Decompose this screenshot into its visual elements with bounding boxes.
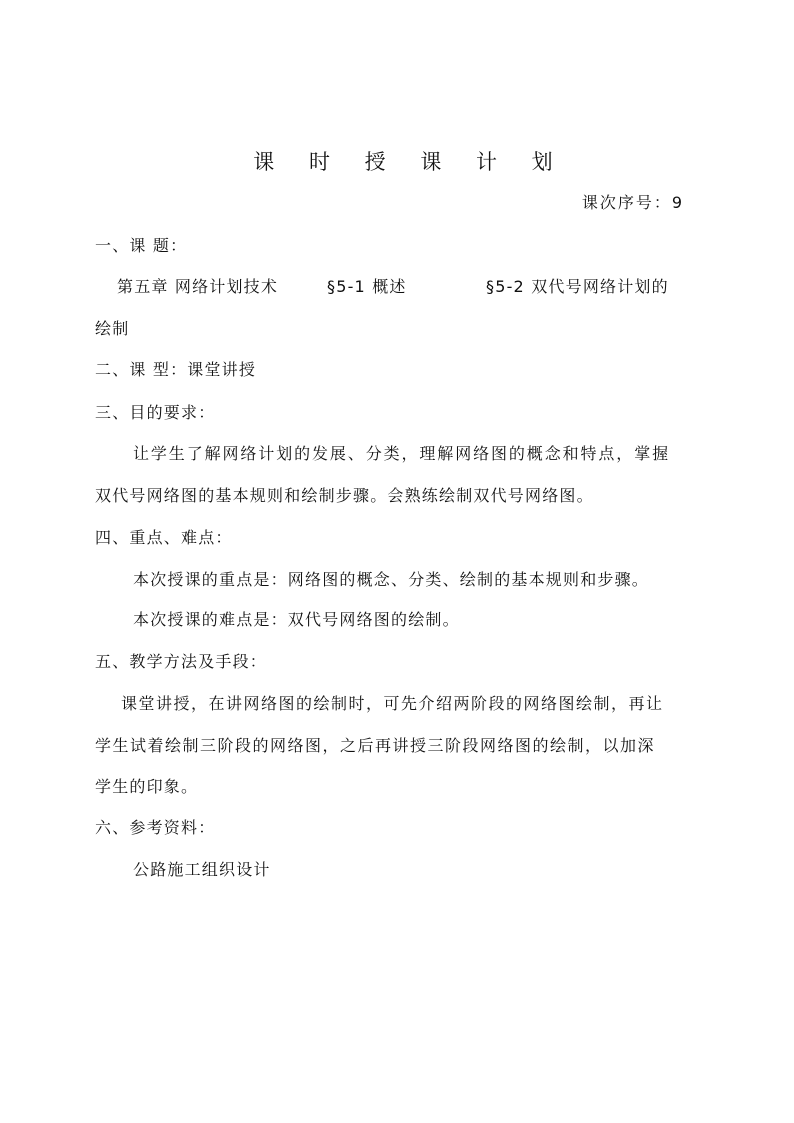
section-heading-references: 六、参考资料： (95, 818, 216, 837)
reference-item: 公路施工组织设计 (133, 860, 271, 879)
key-point-line: 本次授课的重点是：网络图的概念、分类、绘制的基本规则和步骤。 (133, 570, 650, 589)
topic-section-5-1: §5-1 概述 (327, 277, 407, 296)
difficulty-line: 本次授课的难点是：双代号网络图的绘制。 (133, 610, 460, 629)
section-heading-topic: 一、课 题： (95, 236, 188, 255)
topic-section-5-2: §5-2 双代号网络计划的 (486, 277, 669, 296)
methods-line-3: 学生的印象。 (95, 777, 199, 796)
section-heading-objectives: 三、目的要求： (95, 403, 216, 422)
methods-line-2: 学生试着绘制三阶段的网络图，之后再讲授三阶段网络图的绘制，以加深 (95, 736, 656, 755)
objectives-line-2: 双代号网络图的基本规则和绘制步骤。会熟练绘制双代号网络图。 (95, 486, 594, 505)
lesson-number: 课次序号：9 (581, 193, 684, 212)
topic-continuation: 绘制 (95, 319, 130, 338)
methods-line-1: 课堂讲授，在讲网络图的绘制时，可先介绍两阶段的网络图绘制，再让 (121, 694, 664, 713)
section-heading-key-points: 四、重点、难点： (95, 528, 233, 547)
objectives-line-1: 让学生了解网络计划的发展、分类，理解网络图的概念和特点，掌握 (133, 444, 671, 463)
section-heading-type: 二、课 型：课堂讲授 (95, 360, 257, 379)
topic-chapter: 第五章 网络计划技术 (117, 277, 279, 296)
section-heading-methods: 五、教学方法及手段： (95, 652, 268, 671)
page-title: 课 时 授 课 计 划 (253, 150, 567, 174)
